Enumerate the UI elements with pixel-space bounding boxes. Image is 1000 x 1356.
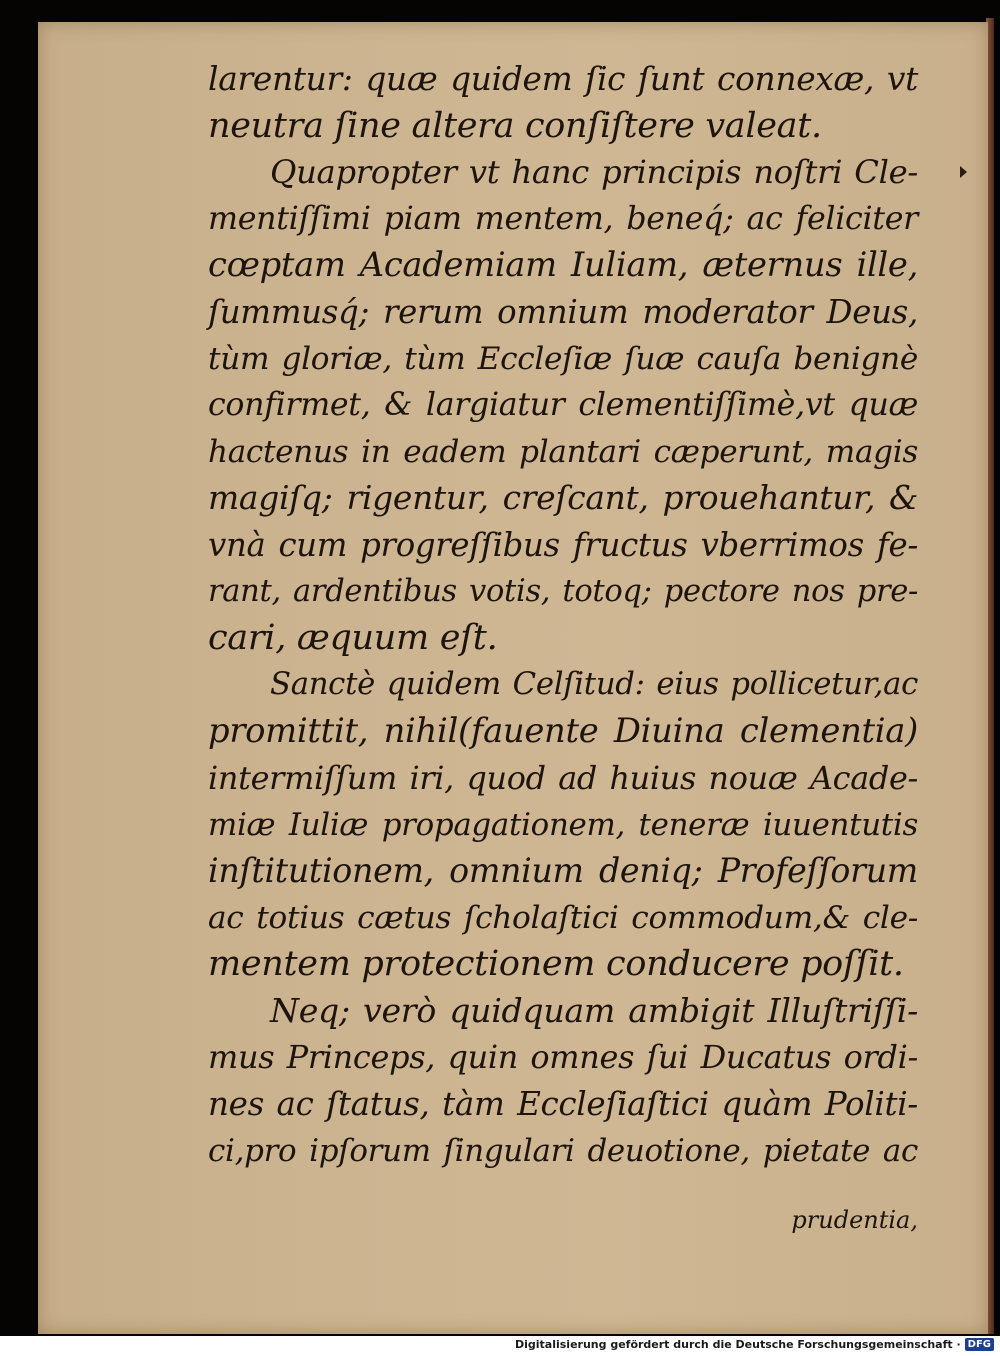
text-line: promittit, nihil(fauente Diuina clementia)	[208, 711, 918, 751]
text-line: Quapropter vt hanc principis noſtri Cle-	[270, 153, 918, 192]
text-line: inſtitutionem, omnium deniq; Profeſſorum	[208, 851, 918, 891]
text-line: cœptam Academiam Iuliam, æternus ille,	[208, 245, 918, 285]
text-line: mus Princeps, quin omnes ſui Ducatus ordi-	[208, 1038, 918, 1077]
text-line: hactenus in eadem plantari cæperunt, magis	[208, 433, 918, 470]
text-line: tùm gloriæ, tùm Eccleſiæ ſuæ cauſa benignè	[208, 340, 918, 377]
text-line: Sanctè quidem Celſitud: eius pollicetur,ac	[270, 666, 918, 702]
text-line: nes ac ſtatus, tàm Eccleſiaſtici quàm Politi-	[208, 1085, 918, 1124]
text-line: rant, ardentibus votis, totoq; pectore nos pre-	[208, 573, 918, 609]
margin-mark	[960, 166, 967, 178]
text-line: confirmet, & largiatur clementiſſimè,vt quæ	[208, 387, 918, 424]
text-line: ac totius cætus ſcholaſtici commodum,& cle-	[208, 899, 918, 936]
digitization-credit	[515, 1336, 994, 1352]
page-text	[208, 56, 918, 1174]
text-line: ſummusq́; rerum omnium moderator Deus,	[208, 292, 918, 331]
text-line: larentur: quæ quidem ſic ſunt connexæ, vt	[208, 60, 918, 98]
catchword: prudentia,	[791, 1206, 918, 1234]
text-line: intermiſſum iri, quod ad huius nouæ Acade-	[208, 758, 918, 797]
text-line: ci,pro ipſorum ſingulari deuotione, pietate ac	[208, 1132, 918, 1169]
text-line: mentiſſimi piam mentem, beneq́; ac feliciter	[208, 200, 918, 237]
text-line: miæ Iuliæ propagationem, teneræ iuuentutis	[208, 806, 918, 843]
credit-text: Digitalisierung gefördert durch die Deutsche Forschungsgemeinschaft ·	[514, 1337, 961, 1351]
text-line: magiſq; rigentur, creſcant, prouehantur, &	[208, 478, 918, 518]
text-line: neutra ſine altera conſiſtere valeat.	[208, 105, 822, 146]
text-line: mentem protectionem conducere poſſit.	[208, 944, 904, 985]
text-line: vnà cum progreſſibus fructus vberrimos fe-	[208, 525, 918, 564]
text-line: Neq; verò quidquam ambigit Illuſtriſſi-	[270, 990, 918, 1030]
dfg-logo: DFG	[965, 1338, 994, 1351]
text-line: cari, æquum eſt.	[208, 618, 498, 659]
